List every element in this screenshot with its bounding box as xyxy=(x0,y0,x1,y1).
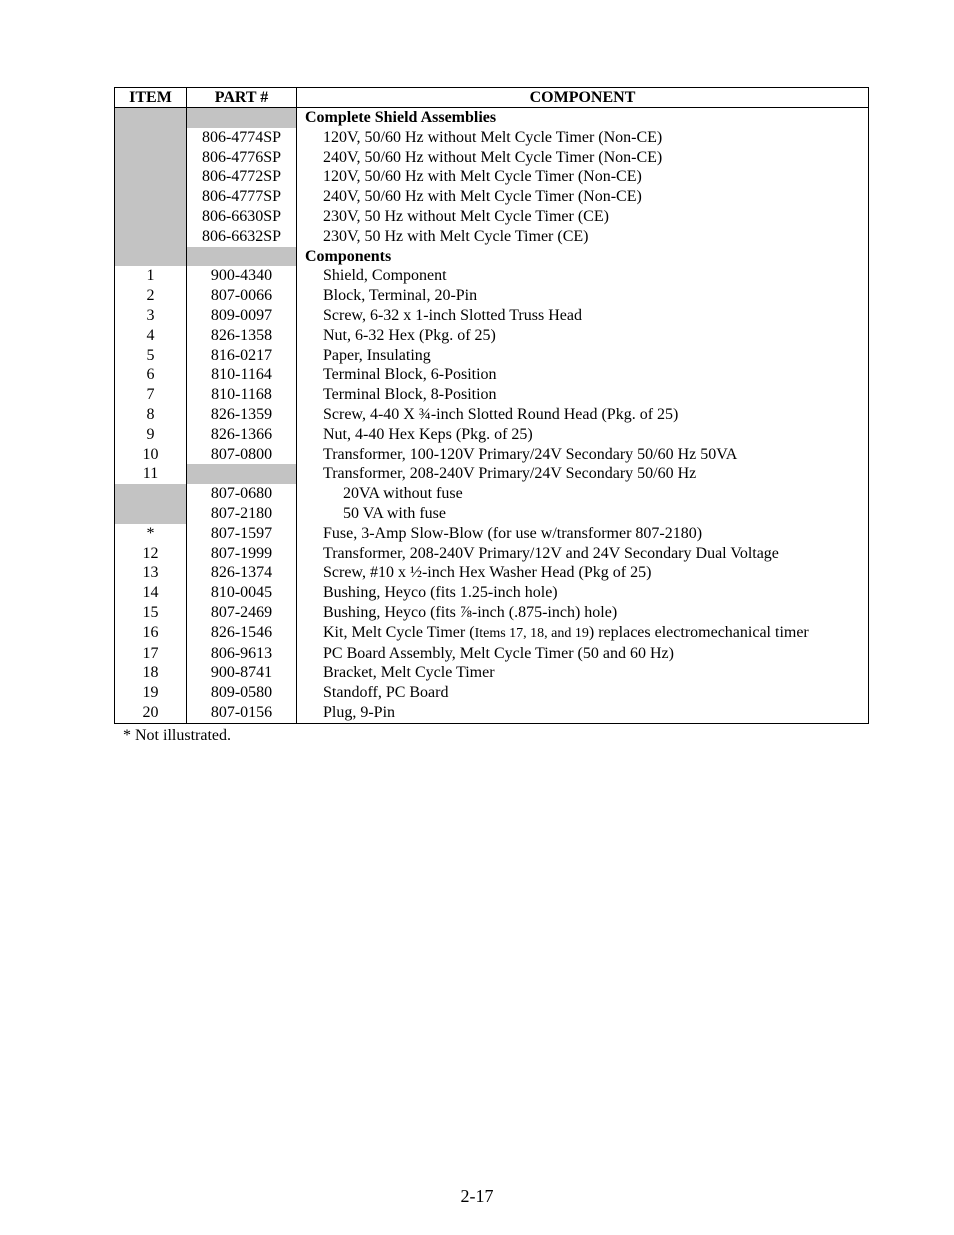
part-number-cell xyxy=(187,108,297,128)
item-cell: 2 xyxy=(115,286,187,306)
component-cell: Bracket, Melt Cycle Timer xyxy=(297,663,869,683)
component-cell: Screw, #10 x ½-inch Hex Washer Head (Pkg of 25) xyxy=(297,563,869,583)
part-number-cell: 806-9613 xyxy=(187,644,297,664)
component-cell xyxy=(297,623,869,644)
part-number-cell: 807-0800 xyxy=(187,445,297,465)
page-number: 2-17 xyxy=(460,1186,494,1206)
component-cell: Components xyxy=(297,247,869,267)
table-row xyxy=(115,504,869,524)
table-row xyxy=(115,148,869,168)
part-number-cell xyxy=(187,247,297,267)
component-cell: Complete Shield Assemblies xyxy=(297,108,869,128)
item-cell: 8 xyxy=(115,405,187,425)
item-cell: * xyxy=(115,524,187,544)
table-row xyxy=(115,187,869,207)
table-row xyxy=(115,663,869,683)
part-number-cell: 809-0580 xyxy=(187,683,297,703)
part-number-cell xyxy=(187,464,297,484)
part-number-cell: 806-6632SP xyxy=(187,227,297,247)
item-cell xyxy=(115,247,187,267)
item-cell xyxy=(115,227,187,247)
component-cell: Transformer, 100-120V Primary/24V Secondary 50/60 Hz 50VA xyxy=(297,445,869,465)
table-row xyxy=(115,385,869,405)
item-cell xyxy=(115,167,187,187)
item-cell: 6 xyxy=(115,365,187,385)
component-cell: Terminal Block, 6-Position xyxy=(297,365,869,385)
component-cell: Block, Terminal, 20-Pin xyxy=(297,286,869,306)
component-cell: Plug, 9-Pin xyxy=(297,703,869,723)
part-number-cell: 826-1358 xyxy=(187,326,297,346)
table-row xyxy=(115,703,869,723)
item-cell xyxy=(115,484,187,504)
part-number-cell: 810-0045 xyxy=(187,583,297,603)
footnote: * Not illustrated. xyxy=(123,727,231,744)
component-cell: 120V, 50/60 Hz with Melt Cycle Timer (Non-CE) xyxy=(297,167,869,187)
part-number-cell: 816-0217 xyxy=(187,346,297,366)
table-row xyxy=(115,644,869,664)
table-row xyxy=(115,346,869,366)
part-number-cell: 810-1164 xyxy=(187,365,297,385)
table-row xyxy=(115,445,869,465)
part-number-cell: 806-6630SP xyxy=(187,207,297,227)
item-cell: 12 xyxy=(115,544,187,564)
table-row xyxy=(115,524,869,544)
component-cell: Bushing, Heyco (fits ⅞-inch (.875-inch) hole) xyxy=(297,603,869,623)
table-row xyxy=(115,464,869,484)
part-number-cell: 826-1374 xyxy=(187,563,297,583)
component-cell: Transformer, 208-240V Primary/24V Secondary 50/60 Hz xyxy=(297,464,869,484)
table-row xyxy=(115,326,869,346)
item-cell: 11 xyxy=(115,464,187,484)
item-cell: 7 xyxy=(115,385,187,405)
table-row xyxy=(115,108,869,128)
component-cell: Screw, 6-32 x 1-inch Slotted Truss Head xyxy=(297,306,869,326)
component-cell: Terminal Block, 8-Position xyxy=(297,385,869,405)
component-cell: Transformer, 208-240V Primary/12V and 24V Secondary Dual Voltage xyxy=(297,544,869,564)
component-cell: Screw, 4-40 X ¾-inch Slotted Round Head (Pkg. of 25) xyxy=(297,405,869,425)
item-cell: 15 xyxy=(115,603,187,623)
item-cell: 14 xyxy=(115,583,187,603)
item-cell: 9 xyxy=(115,425,187,445)
item-cell: 3 xyxy=(115,306,187,326)
table-row xyxy=(115,365,869,385)
item-cell: 13 xyxy=(115,563,187,583)
table-row xyxy=(115,405,869,425)
item-cell: 4 xyxy=(115,326,187,346)
parts-table-body xyxy=(115,108,869,724)
table-row xyxy=(115,683,869,703)
table-row xyxy=(115,603,869,623)
parts-table xyxy=(114,87,869,724)
item-cell: 5 xyxy=(115,346,187,366)
part-number-cell: 807-0156 xyxy=(187,703,297,723)
table-row xyxy=(115,207,869,227)
part-number-cell: 806-4774SP xyxy=(187,128,297,148)
table-row xyxy=(115,623,869,644)
part-number-cell: 806-4772SP xyxy=(187,167,297,187)
part-number-cell: 810-1168 xyxy=(187,385,297,405)
item-cell xyxy=(115,207,187,227)
part-number-cell: 807-1597 xyxy=(187,524,297,544)
table-row xyxy=(115,306,869,326)
part-number-cell: 826-1546 xyxy=(187,623,297,644)
component-text: Kit, Melt Cycle Timer ( xyxy=(323,623,475,641)
component-cell: Nut, 4-40 Hex Keps (Pkg. of 25) xyxy=(297,425,869,445)
part-number-cell: 807-0066 xyxy=(187,286,297,306)
component-cell: Nut, 6-32 Hex (Pkg. of 25) xyxy=(297,326,869,346)
table-row xyxy=(115,425,869,445)
part-number-cell: 826-1359 xyxy=(187,405,297,425)
part-number-cell: 807-2180 xyxy=(187,504,297,524)
component-cell: Shield, Component xyxy=(297,266,869,286)
table-header-row xyxy=(115,88,869,108)
component-cell: Bushing, Heyco (fits 1.25-inch hole) xyxy=(297,583,869,603)
part-number-cell: 807-1999 xyxy=(187,544,297,564)
component-cell: PC Board Assembly, Melt Cycle Timer (50 and 60 Hz) xyxy=(297,644,869,664)
header-item: ITEM xyxy=(115,88,187,108)
component-cell: 240V, 50/60 Hz with Melt Cycle Timer (Non-CE) xyxy=(297,187,869,207)
part-number-cell: 807-2469 xyxy=(187,603,297,623)
part-number-cell: 900-4340 xyxy=(187,266,297,286)
table-row xyxy=(115,286,869,306)
table-row xyxy=(115,484,869,504)
part-number-cell: 806-4776SP xyxy=(187,148,297,168)
item-cell: 10 xyxy=(115,445,187,465)
component-cell: 120V, 50/60 Hz without Melt Cycle Timer (Non-CE) xyxy=(297,128,869,148)
table-row xyxy=(115,544,869,564)
component-cell: 50 VA with fuse xyxy=(297,504,869,524)
item-cell xyxy=(115,128,187,148)
component-text-small: Items 17, 18, and 19 xyxy=(474,625,589,641)
header-component: COMPONENT xyxy=(297,88,869,108)
table-row xyxy=(115,167,869,187)
component-cell: 20VA without fuse xyxy=(297,484,869,504)
item-cell xyxy=(115,148,187,168)
header-part-number: PART # xyxy=(187,88,297,108)
part-number-cell: 807-0680 xyxy=(187,484,297,504)
part-number-cell: 826-1366 xyxy=(187,425,297,445)
table-row xyxy=(115,583,869,603)
item-cell: 1 xyxy=(115,266,187,286)
component-cell: Fuse, 3-Amp Slow-Blow (for use w/transformer 807-2180) xyxy=(297,524,869,544)
component-cell: 230V, 50 Hz without Melt Cycle Timer (CE) xyxy=(297,207,869,227)
item-cell xyxy=(115,108,187,128)
component-cell: 240V, 50/60 Hz without Melt Cycle Timer (Non-CE) xyxy=(297,148,869,168)
table-row xyxy=(115,227,869,247)
part-number-cell: 806-4777SP xyxy=(187,187,297,207)
item-cell xyxy=(115,504,187,524)
part-number-cell: 900-8741 xyxy=(187,663,297,683)
component-cell: Standoff, PC Board xyxy=(297,683,869,703)
item-cell: 20 xyxy=(115,703,187,723)
item-cell: 17 xyxy=(115,644,187,664)
component-cell: Paper, Insulating xyxy=(297,346,869,366)
item-cell xyxy=(115,187,187,207)
table-row xyxy=(115,266,869,286)
component-text-after: ) replaces electromechanical timer xyxy=(588,623,809,641)
item-cell: 18 xyxy=(115,663,187,683)
table-row xyxy=(115,563,869,583)
component-cell: 230V, 50 Hz with Melt Cycle Timer (CE) xyxy=(297,227,869,247)
item-cell: 19 xyxy=(115,683,187,703)
table-row xyxy=(115,247,869,267)
part-number-cell: 809-0097 xyxy=(187,306,297,326)
item-cell: 16 xyxy=(115,623,187,644)
table-row xyxy=(115,128,869,148)
